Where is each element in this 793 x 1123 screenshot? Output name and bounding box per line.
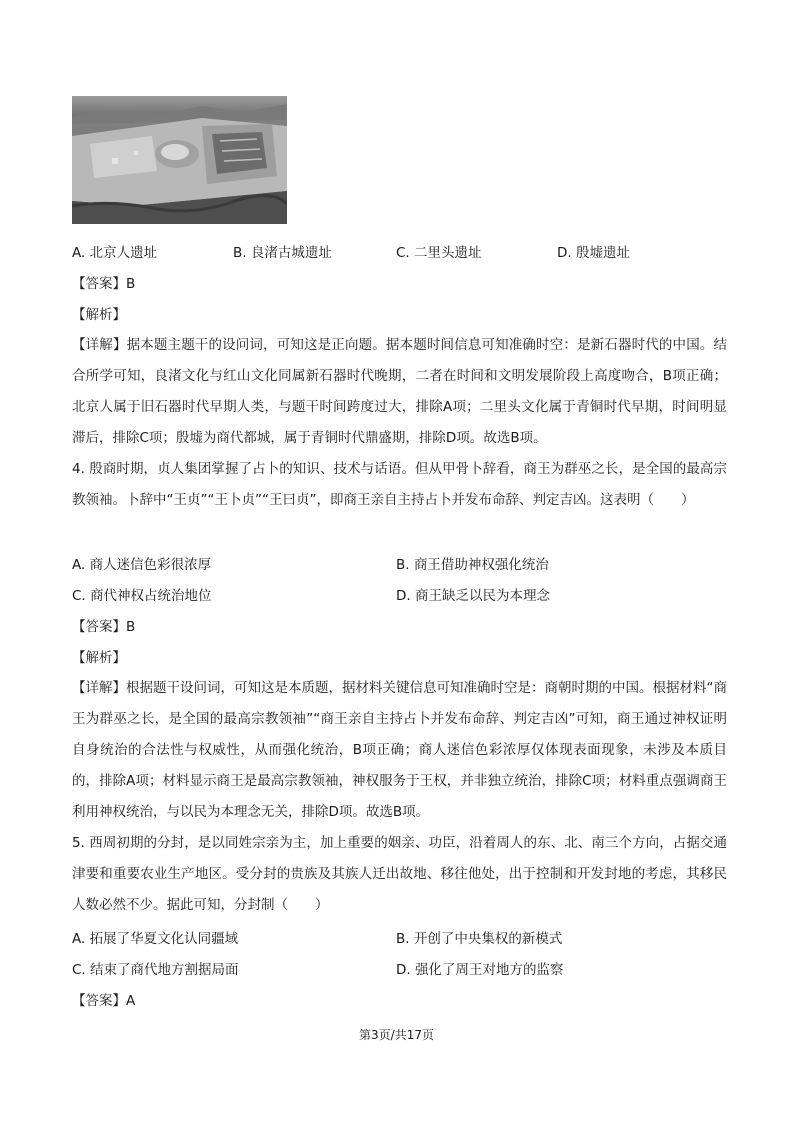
q3-analysis-label: 【解析】 xyxy=(72,307,126,323)
q5-option-b: B. 开创了中央集权的新模式 xyxy=(396,931,563,947)
q3-option-a: A. 北京人遗址 xyxy=(72,245,158,261)
q4-stem: 4. 殷商时期，贞人集团掌握了占卜的知识、技术与话语。但从甲骨卜辞看，商王为群巫之长，是全国的最高宗教领袖。卜辞中“王贞”“王卜贞”“王曰贞”，即商王亲自主持占卜并发布命辞、判定吉凶。这表明（ ） xyxy=(72,461,727,508)
q3-option-d: D. 殷墟遗址 xyxy=(557,245,630,261)
q5-option-a: A. 拓展了华夏文化认同疆域 xyxy=(72,931,239,947)
q4-option-d: D. 商王缺乏以民为本理念 xyxy=(396,588,550,604)
page-number: 第3页/共17页 xyxy=(359,1028,434,1042)
q4-option-b: B. 商王借助神权强化统治 xyxy=(396,557,549,573)
q3-answer: 【答案】B xyxy=(72,276,136,292)
q3-option-c: C. 二里头遗址 xyxy=(396,245,482,261)
q5-option-d: D. 强化了周王对地方的监察 xyxy=(396,962,564,978)
q3-detail: 【详解】据本题主题干的设问词，可知这是正向题。据本题时间信息可知准确时空：是新石器时代的中国。结合所学可知，良渚文化与红山文化同属新石器时代晚期，二者在时间和文明发展阶段上高度吻合，B项正确；北京人属于旧石器时代早期人类，与题干时间跨度过大，排除A项；二里头文化属于青铜时代早期，时间明显滞后，排除C项；殷墟为商代都城，属于青铜时代鼎盛期，排除D项。故选B项。 xyxy=(72,337,727,446)
q4-option-c: C. 商代神权占统治地位 xyxy=(72,588,212,604)
q4-option-a: A. 商人迷信色彩很浓厚 xyxy=(72,557,212,573)
q5-option-c: C. 结束了商代地方割据局面 xyxy=(72,962,239,978)
archaeological-site-photo xyxy=(72,96,287,224)
q4-analysis-label: 【解析】 xyxy=(72,650,126,666)
q4-detail: 【详解】根据题干设问词，可知这是本质题，据材料关键信息可知准确时空是：商朝时期的中国。根据材料“商王为群巫之长，是全国的最高宗教领袖”“商王亲自主持占卜并发布命辞、判定吉凶”可知，商王通过神权证明自身统治的合法性与权威性，从而强化统治，B项正确；商人迷信色彩浓厚仅体现表面现象，未涉及本质目的，排除A项；材料显示商王是最高宗教领袖，神权服务于王权，并非独立统治，排除C项；材料重点强调商王利用神权统治，与以民为本理念无关，排除D项。故选B项。 xyxy=(72,680,727,820)
q4-answer: 【答案】B xyxy=(72,619,136,635)
q5-answer: 【答案】A xyxy=(72,993,136,1009)
q3-option-b: B. 良渚古城遗址 xyxy=(233,245,332,261)
q5-stem: 5. 西周初期的分封，是以同姓宗亲为主，加上重要的姻亲、功臣，沿着周人的东、北、南三个方向，占据交通津要和重要农业生产地区。受分封的贵族及其族人迁出故地、移往他处，出于控制和开发封地的考虑，其移民人数必然不少。据此可知，分封制（ ） xyxy=(72,835,727,913)
